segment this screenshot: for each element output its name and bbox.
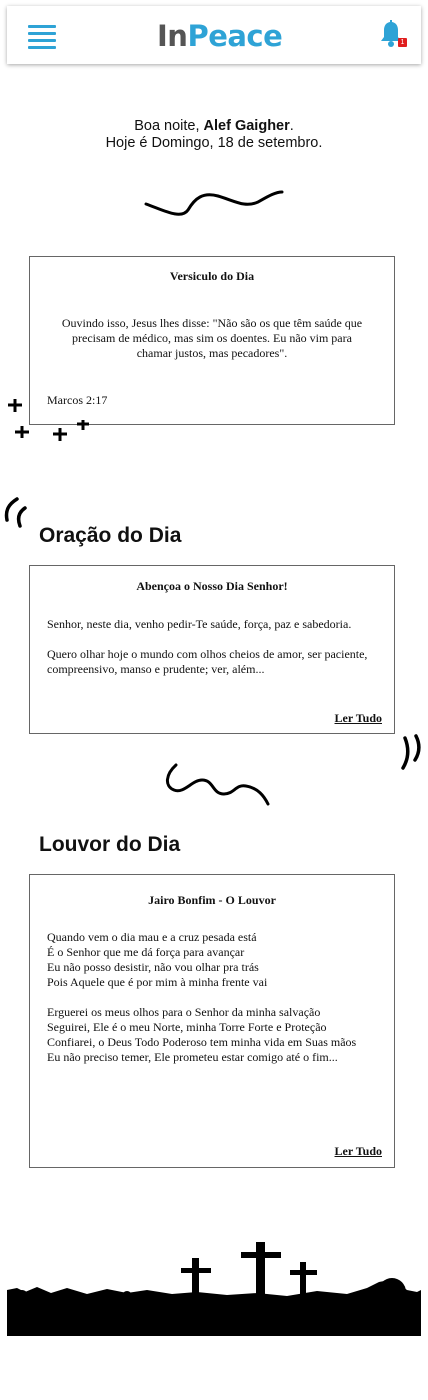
prayer-read-all-link[interactable]: Ler Tudo	[334, 711, 382, 725]
quote-decoration	[3, 496, 29, 530]
prayer-card	[29, 565, 395, 734]
notifications-button[interactable]	[379, 20, 407, 50]
verse-title: Versiculo do Dia	[169, 269, 255, 283]
verse-reference: Marcos 2:17	[47, 393, 108, 407]
prayer-section-title: Oração do Dia	[39, 524, 182, 547]
greeting-period: .	[289, 118, 294, 134]
squiggle-decoration	[143, 186, 285, 222]
worship-section-title: Louvor do Dia	[39, 833, 181, 856]
worship-read-all-link[interactable]: Ler Tudo	[334, 1144, 382, 1158]
prayer-text: Senhor, neste dia, venho pedir-Te saúde, força, paz e sabedoria. Quero olhar hoje o mundo com olhos cheios de amor, ser paciente, compreensivo, manso e prudente; ver, além...	[47, 617, 368, 676]
date-line: Hoje é Domingo, 18 de setembro.	[105, 135, 323, 151]
worship-text: Quando vem o dia mau e a cruz pesada está É o Senhor que me dá força para avançar Eu não posso desistir, não vou olhar pra trás Pois Aquele que é por mim à minha frente vai Erguerei os meus olhos para o Senhor da minha salvação Seguirei, Ele é o meu Norte, minha Torre Forte e Proteção Confiarei, o Deus Todo Poderoso tem minha vida em Suas mãos Eu não preciso temer, Ele prometeu estar comigo até o fim...	[47, 930, 357, 1064]
worship-card	[29, 874, 395, 1168]
greeting	[0, 118, 428, 152]
hamburger-menu-icon[interactable]	[28, 25, 56, 49]
app-logo: InPeace	[157, 19, 283, 53]
verse-text: Ouvindo isso, Jesus lhes disse: "Não são os que têm saúde que precisam de médico, mas sim os doentes. Eu não vim para chamar justos, mas pecadores".	[61, 316, 363, 360]
quote-close-decoration	[400, 734, 424, 772]
calvary-crosses-illustration	[7, 1238, 421, 1336]
greeting-salutation: Boa noite,	[134, 118, 200, 134]
greeting-line	[0, 118, 428, 135]
crosses-decoration	[5, 396, 95, 446]
prayer-title: Abençoa o Nosso Dia Senhor!	[136, 579, 288, 593]
top-app-bar	[7, 6, 421, 64]
user-name: Alef Gaigher	[203, 118, 290, 134]
notification-badge: 1	[398, 38, 407, 47]
worship-title: Jairo Bonfim - O Louvor	[148, 893, 276, 907]
squiggle-decoration-2	[162, 760, 274, 810]
